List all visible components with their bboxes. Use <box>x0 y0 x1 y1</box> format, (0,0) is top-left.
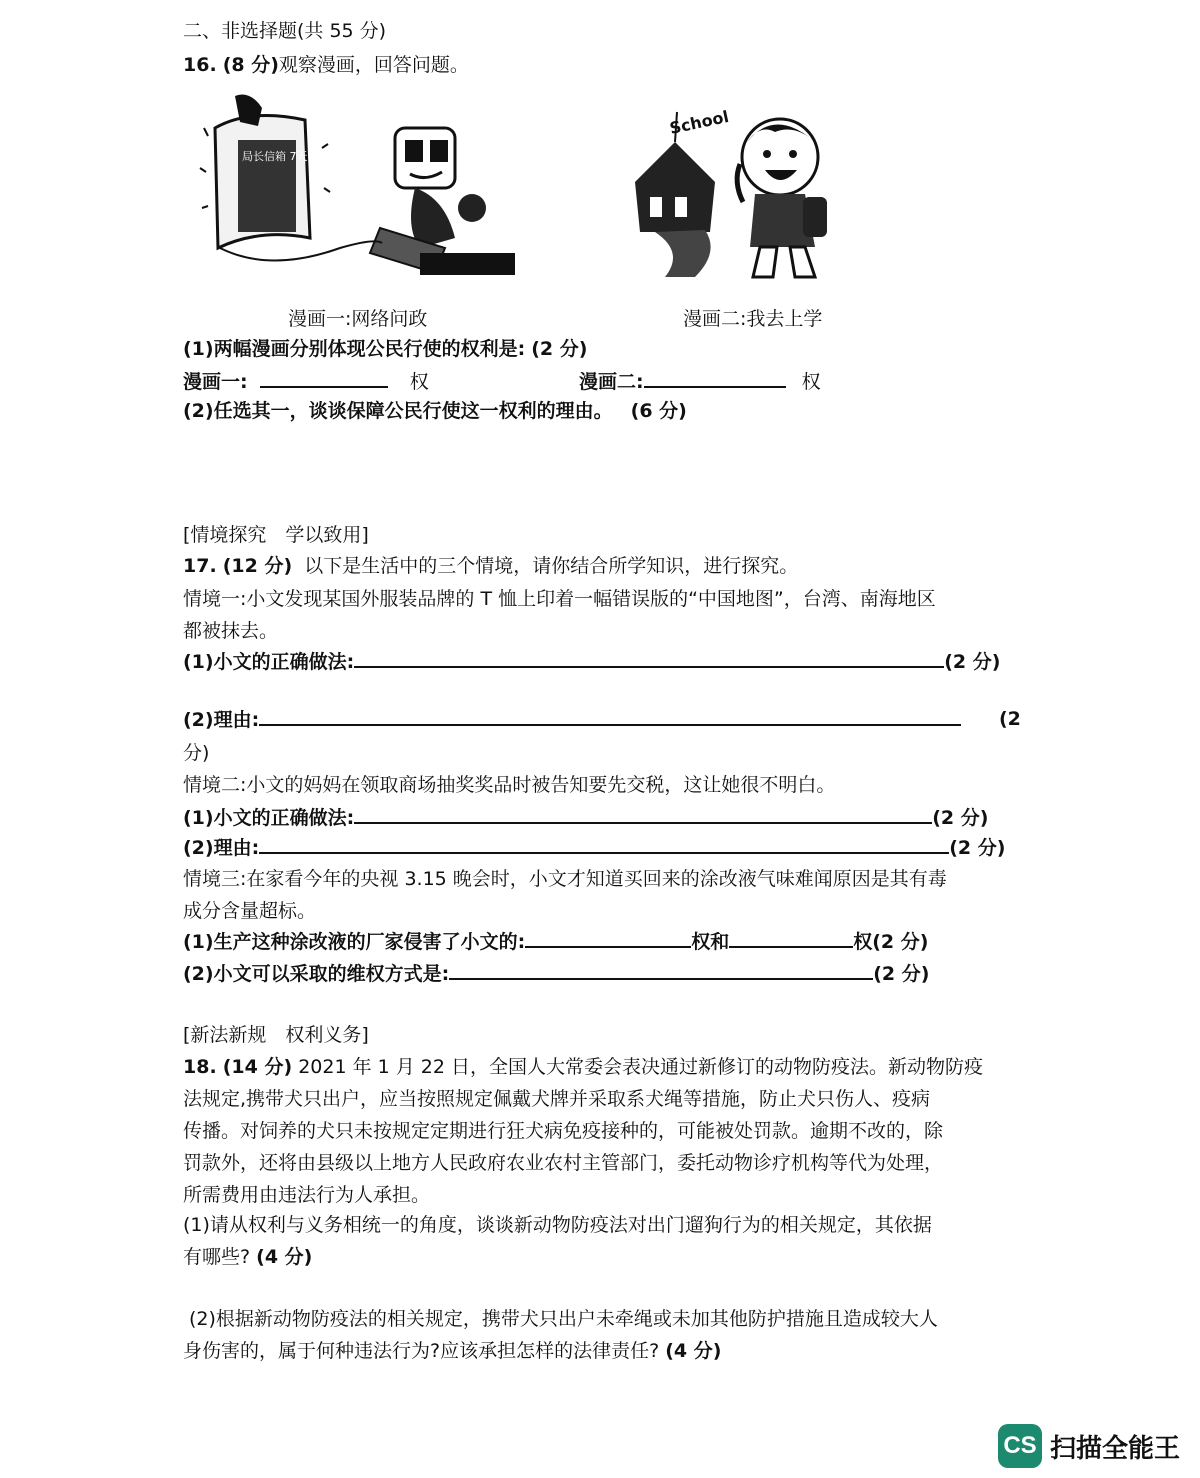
q17-s3-q2-label: (2)小文可以采取的维权方式是: <box>183 963 450 985</box>
q17-s2-q2-blank[interactable] <box>259 834 949 854</box>
q17-points: (12 分) <box>222 555 293 577</box>
q18-line3: 传播。对饲养的犬只未按规定定期进行狂犬病免疫接种的，可能被处罚款。逾期不改的，除 <box>183 1120 944 1142</box>
q17-s2-q2-points: (2 分) <box>949 837 1006 859</box>
q17-header <box>183 553 798 579</box>
q17-s2-q2-label: (2)理由: <box>183 837 260 859</box>
comic1-sign-text: 局长信箱 7天内 有回音 <box>242 150 355 163</box>
scanner-watermark <box>998 1424 1180 1468</box>
q17-s3-q2-blank[interactable] <box>449 960 873 980</box>
q18-sub1-line2-text: 有哪些? <box>183 1246 251 1268</box>
q18-line5: 所需费用由违法行为人承担。 <box>183 1184 431 1206</box>
q17-s3-q1-blank1[interactable] <box>525 928 691 948</box>
q16-points: (8 分) <box>222 54 279 76</box>
q18-sub2-line1: (2)根据新动物防疫法的相关规定，携带犬只出户未牵绳或未加其他防护措施且造成较大人 <box>189 1308 938 1330</box>
q18-line2: 法规定,携带犬只出户，应当按照规定佩戴犬牌并采取系犬绳等措施，防止犬只伤人、疫病 <box>183 1088 931 1110</box>
q18-sub2-points: (4 分) <box>665 1340 722 1362</box>
q17-s2-q2 <box>183 834 1005 861</box>
q17-s3-q1-mid: 权和 <box>691 931 730 953</box>
q18-sub1-line2 <box>183 1244 312 1270</box>
q17-s3-q1-label: (1)生产这种涂改液的厂家侵害了小文的: <box>183 931 526 953</box>
q17-s2-q1-points: (2 分) <box>932 807 989 829</box>
section-heading: 二、非选择题(共 55 分) <box>183 20 387 42</box>
comic2-caption: 漫画二:我去上学 <box>683 308 823 330</box>
q17-s1-q2-points: (2 <box>999 708 1021 730</box>
q17-s3-q2 <box>183 960 929 987</box>
q17-s3-q1-blank2[interactable] <box>729 928 853 948</box>
q17-s1-q2-blank[interactable] <box>259 706 961 726</box>
q16-sub2-points: (6 分) <box>630 400 687 422</box>
q17-s2-q1-label: (1)小文的正确做法: <box>183 807 355 829</box>
q16-title: 观察漫画，回答问题。 <box>278 54 469 76</box>
q18-sub1-line1: (1)请从权利与义务相统一的角度，谈谈新动物防疫法对出门遛狗行为的相关规定，其依据 <box>183 1214 932 1236</box>
q16-number: 16. <box>183 54 217 76</box>
comic2-right-blank[interactable] <box>644 368 786 388</box>
q17-s2-q1 <box>183 804 988 831</box>
comic1-illustration <box>190 88 530 288</box>
q17-s1-q1-points: (2 分) <box>944 651 1001 673</box>
section18-tag: [新法新规 权利义务] <box>183 1024 369 1046</box>
q17-s2-line: 情境二:小文的妈妈在领取商场抽奖奖品时被告知要先交税，这让她很不明白。 <box>183 774 836 796</box>
q16-fill-line <box>183 368 429 395</box>
q18-sub2-line2 <box>183 1338 721 1364</box>
q17-s3-line2: 成分含量超标。 <box>183 900 317 922</box>
q17-s1-q2 <box>183 706 961 733</box>
q16-sub2-label: (2)任选其一，谈谈保障公民行使这一权利的理由。 <box>183 400 613 422</box>
q17-title: 以下是生活中的三个情境，请你结合所学知识，进行探究。 <box>304 555 799 577</box>
comic2-right-suffix: 权 <box>801 371 821 393</box>
q18-line1 <box>183 1054 983 1080</box>
watermark-text: 扫描全能王 <box>1049 1433 1180 1464</box>
q17-s3-q1-points: 权(2 分) <box>853 931 929 953</box>
q18-sub1-points: (4 分) <box>256 1246 313 1268</box>
q16-header <box>183 52 469 78</box>
comic1-caption: 漫画一:网络问政 <box>288 308 428 330</box>
q17-s1-line2: 都被抹去。 <box>183 620 279 642</box>
comic1-fill-label: 漫画一: <box>183 371 248 393</box>
q18-points: (14 分) <box>222 1056 293 1078</box>
q17-s1-line1: 情境一:小文发现某国外服装品牌的 T 恤上印着一幅错误版的“中国地图”，台湾、南海地区 <box>183 588 936 610</box>
q16-sub2 <box>183 398 687 424</box>
q17-s1-q1-blank[interactable] <box>354 648 944 668</box>
comic1-right-suffix: 权 <box>409 371 429 393</box>
q18-line1-text: 2021 年 1 月 22 日，全国人大常委会表决通过新修订的动物防疫法。新动物防疫 <box>298 1056 984 1078</box>
comic1-right-blank[interactable] <box>260 368 388 388</box>
q16-sub1 <box>183 336 587 362</box>
q17-number: 17. <box>183 555 217 577</box>
q18-sub2-line2-text: 身伤害的，属于何种违法行为?应该承担怎样的法律责任? <box>183 1340 660 1362</box>
q17-s1-q1-label: (1)小文的正确做法: <box>183 651 355 673</box>
q17-s1-q1 <box>183 648 1000 675</box>
q16-sub1-label: (1)两幅漫画分别体现公民行使的权利是: <box>183 338 526 360</box>
q17-s3-line1: 情境三:在家看今年的央视 3.15 晚会时，小文才知道买回来的涂改液气味难闻原因是其有毒 <box>183 868 947 890</box>
q16-sub1-points: (2 分) <box>531 338 588 360</box>
q18-number: 18. <box>183 1056 217 1078</box>
q17-s3-q1 <box>183 928 928 955</box>
section17-tag: [情境探究 学以致用] <box>183 524 369 546</box>
q17-s3-q2-points: (2 分) <box>873 963 930 985</box>
q17-s1-q2-label: (2)理由: <box>183 709 260 731</box>
comic2-sign-text: School <box>667 106 731 138</box>
q16-fill-line-2 <box>579 368 821 395</box>
comic2-fill-label: 漫画二: <box>579 371 644 393</box>
comic2-illustration <box>625 102 845 287</box>
q18-line4: 罚款外，还将由县级以上地方人民政府农业农村主管部门，委托动物诊疗机构等代为处理， <box>183 1152 944 1174</box>
q17-s2-q1-blank[interactable] <box>354 804 932 824</box>
camscanner-logo-icon: CS <box>998 1424 1042 1468</box>
q17-s1-q2-points-wrap: 分) <box>183 742 210 764</box>
